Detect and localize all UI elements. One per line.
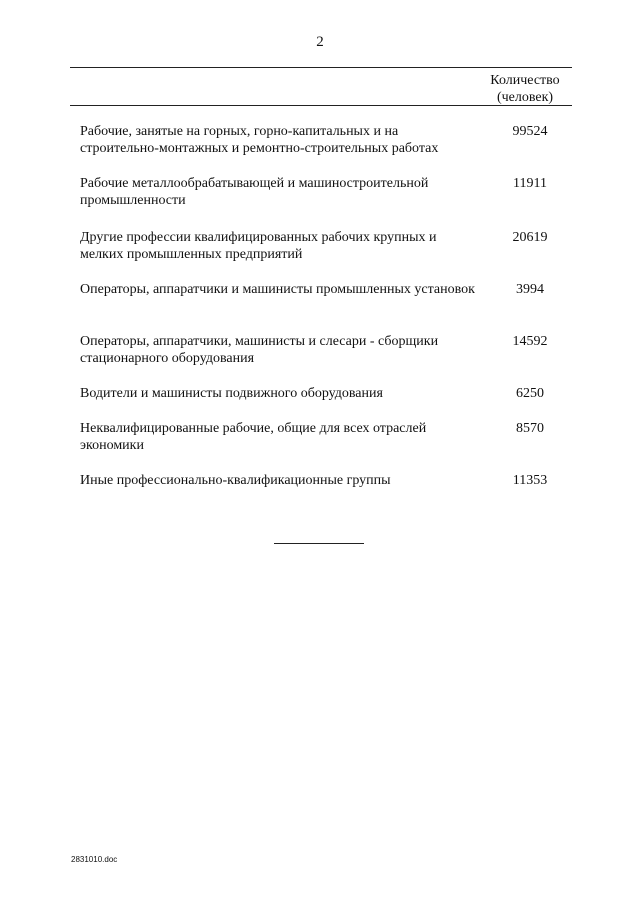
row-value: 6250 — [516, 386, 544, 401]
row-label: Другие профессии квалифицированных рабочих крупных и мелких промышленных предприятий — [80, 230, 437, 262]
table-body — [80, 123, 572, 496]
row-label: Неквалифицированные рабочие, общие для всех отраслей экономики — [80, 421, 427, 453]
row-label: Рабочие, занятые на горных, горно-капитальных и на строительно-монтажных и ремонтно-строительных работах — [80, 124, 439, 156]
row-value: 11353 — [512, 473, 548, 488]
table-header-rule — [70, 105, 572, 106]
end-of-document-rule — [274, 543, 364, 544]
page-number: 2 — [316, 34, 324, 50]
table-row — [80, 175, 572, 229]
footer-file-name: 2831010.doc — [71, 855, 118, 864]
table-row — [80, 472, 572, 496]
column-header-line1: Количество — [490, 73, 560, 88]
column-header-line2: (человек) — [496, 90, 554, 105]
row-value: 11911 — [513, 176, 547, 191]
row-label: Операторы, аппаратчики и машинисты промышленных установок — [80, 282, 475, 297]
row-label: Операторы, аппаратчики, машинисты и слесари - сборщики стационарного оборудования — [80, 334, 439, 366]
table-row — [80, 333, 572, 385]
row-label: Водители и машинисты подвижного оборудования — [80, 386, 383, 401]
row-label: Рабочие металлообрабатывающей и машиностроительной промышленности — [80, 176, 429, 208]
row-label: Иные профессионально-квалификационные группы — [80, 473, 391, 488]
row-value: 14592 — [512, 334, 548, 349]
table-row — [80, 123, 572, 175]
table-row — [80, 229, 572, 281]
row-value: 8570 — [516, 421, 544, 436]
row-value: 99524 — [512, 124, 548, 139]
table-row — [80, 420, 572, 472]
table-row — [80, 281, 572, 333]
row-value: 20619 — [512, 230, 548, 245]
table-top-rule — [70, 67, 572, 68]
row-value: 3994 — [516, 282, 544, 297]
column-header — [478, 72, 572, 106]
table-row — [80, 385, 572, 420]
